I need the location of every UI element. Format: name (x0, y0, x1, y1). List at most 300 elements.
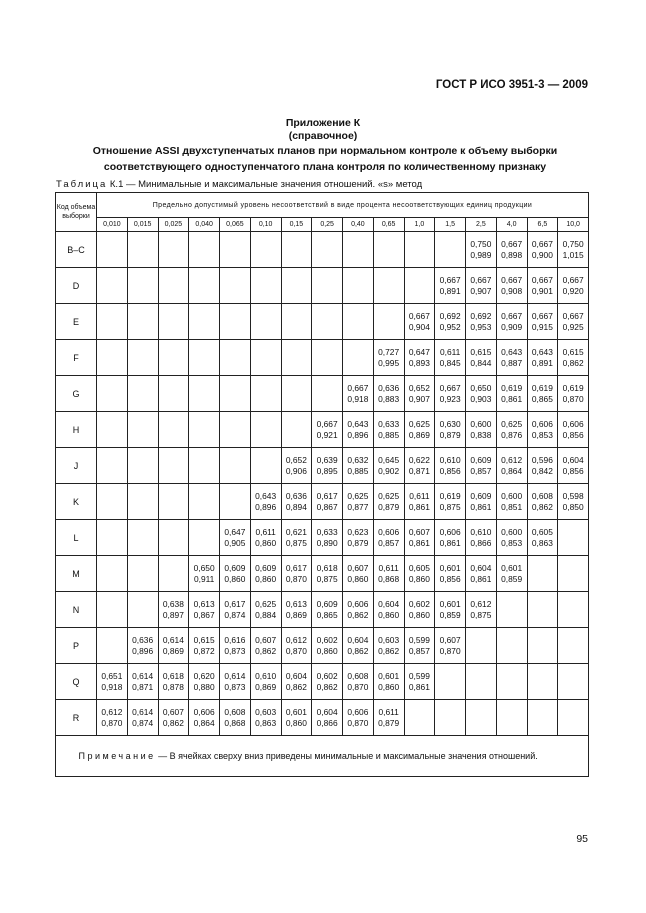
max-value: 0,894 (285, 501, 307, 512)
ratio-cell (97, 448, 128, 484)
min-value: 0,667 (408, 310, 430, 321)
max-value: 0,921 (316, 429, 338, 440)
max-value: 0,862 (285, 681, 307, 692)
ratio-cell (404, 448, 435, 484)
ratio-cell (496, 304, 527, 340)
sample-size-code: Q (56, 664, 97, 700)
max-value: 0,902 (378, 465, 400, 476)
max-value: 0,870 (285, 645, 307, 656)
min-value: 0,602 (316, 634, 338, 645)
max-value: 0,869 (285, 609, 307, 620)
ratio-cell (250, 412, 281, 448)
max-value: 0,868 (378, 573, 400, 584)
ratio-cell (189, 376, 220, 412)
ratio-cell (158, 268, 189, 304)
sample-size-code: M (56, 556, 97, 592)
ratio-cell (189, 484, 220, 520)
min-value: 0,606 (193, 706, 215, 717)
max-value: 0,904 (408, 321, 430, 332)
ratio-cell (527, 412, 558, 448)
ratio-cell (250, 232, 281, 268)
max-value: 0,907 (470, 285, 492, 296)
ratio-cell (466, 484, 497, 520)
ratio-cell (127, 376, 158, 412)
min-value: 0,608 (531, 490, 553, 501)
max-value: 1,015 (562, 249, 584, 260)
ratio-cell (527, 664, 558, 700)
ratio-cell (281, 520, 312, 556)
min-value: 0,625 (408, 418, 430, 429)
ratio-cell (404, 592, 435, 628)
min-value: 0,604 (347, 634, 369, 645)
ratio-cell (250, 592, 281, 628)
max-value: 0,870 (347, 717, 369, 728)
max-value: 0,862 (562, 357, 584, 368)
min-value: 0,601 (439, 598, 461, 609)
min-value: 0,614 (162, 634, 184, 645)
max-value: 0,860 (408, 609, 430, 620)
ratio-cell (435, 448, 466, 484)
max-value: 0,870 (562, 393, 584, 404)
ratio-cell (496, 700, 527, 736)
min-value: 0,611 (409, 490, 430, 501)
sample-size-code: H (56, 412, 97, 448)
min-value: 0,603 (255, 706, 277, 717)
min-value: 0,607 (439, 634, 461, 645)
ratio-cell (527, 448, 558, 484)
sample-size-code: J (56, 448, 97, 484)
ratio-cell (466, 556, 497, 592)
ratio-cell (343, 592, 374, 628)
max-value: 0,896 (347, 429, 369, 440)
min-value: 0,619 (501, 382, 523, 393)
ratio-cell (435, 664, 466, 700)
sample-size-code: P (56, 628, 97, 664)
ratio-cell (558, 628, 589, 664)
min-value: 0,601 (285, 706, 307, 717)
ratio-cell (404, 412, 435, 448)
min-value: 0,601 (501, 562, 523, 573)
min-value: 0,619 (439, 490, 461, 501)
max-value: 0,869 (255, 681, 277, 692)
ratio-cell (343, 448, 374, 484)
ratio-cell (281, 484, 312, 520)
ratio-cell (127, 520, 158, 556)
max-value: 0,871 (408, 465, 430, 476)
ratio-cell (558, 340, 589, 376)
sample-size-code: K (56, 484, 97, 520)
min-value: 0,612 (285, 634, 307, 645)
ratio-cell (127, 484, 158, 520)
max-value: 0,853 (501, 537, 523, 548)
max-value: 0,897 (162, 609, 184, 620)
ratio-cell (527, 268, 558, 304)
min-value: 0,610 (255, 670, 277, 681)
ratio-cell (558, 448, 589, 484)
min-value: 0,667 (316, 418, 338, 429)
aql-column-header: 0,010 (97, 218, 128, 232)
ratio-cell (527, 232, 558, 268)
ratio-cell (250, 448, 281, 484)
min-value: 0,643 (347, 418, 369, 429)
min-value: 0,667 (531, 274, 553, 285)
ratio-cell (373, 484, 404, 520)
ratio-cell (127, 556, 158, 592)
min-value: 0,667 (562, 274, 584, 285)
ratio-cell (158, 232, 189, 268)
min-value: 0,607 (408, 526, 430, 537)
ratio-cell (343, 700, 374, 736)
max-value: 0,870 (101, 717, 123, 728)
min-value: 0,599 (408, 634, 430, 645)
ratio-cell (158, 304, 189, 340)
ratio-cell (220, 664, 251, 700)
ratio-cell (466, 412, 497, 448)
sample-size-code: E (56, 304, 97, 340)
min-value: 0,667 (347, 382, 369, 393)
ratio-cell (435, 268, 466, 304)
min-value: 0,617 (224, 598, 246, 609)
ratio-cell (250, 304, 281, 340)
min-value: 0,639 (316, 454, 338, 465)
min-value: 0,604 (316, 706, 338, 717)
ratio-cell (158, 556, 189, 592)
min-value: 0,602 (316, 670, 338, 681)
min-value: 0,609 (255, 562, 277, 573)
caption-text: К.1 — Минимальные и максимальные значения отношений. «s» метод (107, 179, 423, 190)
max-value: 0,874 (224, 609, 246, 620)
ratio-cell (466, 376, 497, 412)
aql-column-header: 0,10 (250, 218, 281, 232)
min-value: 0,667 (439, 382, 461, 393)
ratio-cell (496, 592, 527, 628)
max-value: 0,860 (378, 609, 400, 620)
min-value: 0,625 (255, 598, 277, 609)
min-value: 0,667 (562, 310, 584, 321)
min-value: 0,667 (439, 274, 461, 285)
ratio-table (55, 192, 589, 777)
ratio-cell (466, 520, 497, 556)
min-value: 0,643 (501, 346, 523, 357)
ratio-cell (158, 592, 189, 628)
ratio-cell (558, 304, 589, 340)
ratio-cell (312, 268, 343, 304)
ratio-cell (189, 268, 220, 304)
sample-size-code: G (56, 376, 97, 412)
min-value: 0,610 (439, 454, 461, 465)
ratio-cell (343, 376, 374, 412)
ratio-cell (466, 304, 497, 340)
ratio-cell (373, 556, 404, 592)
max-value: 0,865 (316, 609, 338, 620)
ratio-cell (189, 304, 220, 340)
ratio-cell (312, 340, 343, 376)
ratio-cell (373, 664, 404, 700)
min-value: 0,692 (470, 310, 492, 321)
max-value: 0,900 (531, 249, 553, 260)
min-value: 0,647 (408, 346, 430, 357)
min-value: 0,636 (285, 490, 307, 501)
ratio-cell (404, 304, 435, 340)
ratio-cell (281, 304, 312, 340)
max-value: 0,856 (562, 465, 584, 476)
ratio-cell (158, 448, 189, 484)
min-value: 0,609 (316, 598, 338, 609)
ratio-cell (250, 376, 281, 412)
max-value: 0,911 (193, 573, 215, 584)
max-value: 0,856 (439, 573, 461, 584)
max-value: 0,861 (439, 537, 461, 548)
max-value: 0,857 (408, 645, 430, 656)
max-value: 0,918 (101, 681, 123, 692)
min-value: 0,606 (439, 526, 461, 537)
max-value: 0,895 (316, 465, 338, 476)
ratio-cell (466, 268, 497, 304)
max-value: 0,876 (501, 429, 523, 440)
min-value: 0,608 (347, 670, 369, 681)
ratio-cell (220, 448, 251, 484)
max-value: 0,862 (316, 681, 338, 692)
max-value: 0,879 (439, 429, 461, 440)
table-row (56, 700, 589, 736)
ratio-cell (435, 520, 466, 556)
ratio-cell (189, 592, 220, 628)
min-value: 0,622 (408, 454, 430, 465)
max-value: 0,860 (285, 717, 307, 728)
table-row (56, 628, 589, 664)
max-value: 0,869 (408, 429, 430, 440)
table-row (56, 232, 589, 268)
min-value: 0,601 (439, 562, 461, 573)
max-value: 0,903 (470, 393, 492, 404)
ratio-cell (250, 520, 281, 556)
max-value: 0,905 (224, 537, 246, 548)
min-value: 0,604 (562, 454, 584, 465)
min-value: 0,611 (378, 562, 399, 573)
ratio-cell (97, 628, 128, 664)
ratio-cell (250, 484, 281, 520)
ratio-cell (404, 520, 435, 556)
ratio-cell (312, 664, 343, 700)
ratio-cell (127, 592, 158, 628)
ratio-cell (404, 556, 435, 592)
ratio-cell (435, 592, 466, 628)
ratio-cell (97, 268, 128, 304)
standard-header: ГОСТ Р ИСО 3951-3 — 2009 (435, 79, 588, 91)
max-value: 0,861 (408, 537, 430, 548)
min-value: 0,615 (470, 346, 492, 357)
ratio-cell (343, 340, 374, 376)
max-value: 0,906 (285, 465, 307, 476)
title-line: Отношение ASSI двухступенчатых планов при нормальном контроле к объему выборки (92, 145, 558, 157)
max-value: 0,857 (470, 465, 492, 476)
ratio-cell (189, 628, 220, 664)
min-value: 0,625 (347, 490, 369, 501)
max-value: 0,920 (562, 285, 584, 296)
max-value: 0,859 (501, 573, 523, 584)
ratio-cell (404, 376, 435, 412)
max-value: 0,860 (408, 573, 430, 584)
ratio-cell (220, 484, 251, 520)
min-value: 0,615 (193, 634, 215, 645)
table-row (56, 340, 589, 376)
aql-column-header: 0,065 (220, 218, 251, 232)
aql-column-header: 0,25 (312, 218, 343, 232)
ratio-cell (127, 340, 158, 376)
ratio-cell (97, 520, 128, 556)
ratio-cell (496, 412, 527, 448)
table-row (56, 664, 589, 700)
ratio-cell (312, 412, 343, 448)
min-value: 0,667 (531, 310, 553, 321)
min-value: 0,692 (439, 310, 461, 321)
min-value: 0,600 (501, 490, 523, 501)
ratio-cell (281, 412, 312, 448)
ratio-cell (343, 484, 374, 520)
table-row (56, 304, 589, 340)
ratio-cell (466, 592, 497, 628)
min-value: 0,750 (562, 238, 584, 249)
ratio-cell (250, 664, 281, 700)
max-value: 0,883 (378, 393, 400, 404)
min-value: 0,606 (347, 598, 369, 609)
min-value: 0,750 (470, 238, 492, 249)
min-value: 0,608 (224, 706, 246, 717)
ratio-cell (220, 592, 251, 628)
max-value: 0,875 (285, 537, 307, 548)
note-prefix: Примечание (78, 750, 156, 761)
appendix-subtitle: (справочное) (288, 130, 358, 142)
ratio-cell (558, 556, 589, 592)
min-value: 0,609 (470, 454, 492, 465)
ratio-cell (466, 232, 497, 268)
sample-size-code: R (56, 700, 97, 736)
min-value: 0,609 (224, 562, 246, 573)
max-value: 0,885 (347, 465, 369, 476)
appendix-heading (0, 117, 646, 143)
max-value: 0,873 (224, 681, 246, 692)
min-value: 0,604 (378, 598, 400, 609)
ratio-cell (343, 520, 374, 556)
ratio-cell (127, 232, 158, 268)
ratio-cell (343, 268, 374, 304)
aql-column-header: 0,15 (281, 218, 312, 232)
ratio-cell (127, 700, 158, 736)
min-value: 0,652 (285, 454, 307, 465)
ratio-cell (97, 304, 128, 340)
ratio-cell (527, 556, 558, 592)
ratio-cell (158, 628, 189, 664)
max-value: 0,893 (408, 357, 430, 368)
ratio-cell (496, 376, 527, 412)
ratio-cell (343, 556, 374, 592)
min-value: 0,650 (470, 382, 492, 393)
ratio-cell (404, 700, 435, 736)
min-value: 0,667 (531, 238, 553, 249)
min-value: 0,600 (501, 526, 523, 537)
max-value: 0,862 (378, 645, 400, 656)
ratio-cell (404, 232, 435, 268)
table-row (56, 376, 589, 412)
min-value: 0,618 (162, 670, 184, 681)
ratio-cell (250, 628, 281, 664)
ratio-cell (220, 700, 251, 736)
ratio-cell (189, 556, 220, 592)
min-value: 0,611 (378, 706, 399, 717)
min-value: 0,633 (316, 526, 338, 537)
max-value: 0,845 (439, 357, 461, 368)
ratio-cell (312, 376, 343, 412)
max-value: 0,850 (562, 501, 584, 512)
max-value: 0,871 (132, 681, 154, 692)
max-value: 0,863 (531, 537, 553, 548)
max-value: 0,862 (162, 717, 184, 728)
max-value: 0,866 (470, 537, 492, 548)
ratio-cell (97, 664, 128, 700)
max-value: 0,891 (439, 285, 461, 296)
max-value: 0,953 (470, 321, 492, 332)
ratio-cell (250, 700, 281, 736)
ratio-cell (281, 556, 312, 592)
ratio-cell (558, 592, 589, 628)
max-value: 0,915 (531, 321, 553, 332)
sample-size-code: F (56, 340, 97, 376)
max-value: 0,861 (470, 573, 492, 584)
ratio-cell (127, 664, 158, 700)
ratio-cell (127, 304, 158, 340)
ratio-cell (281, 628, 312, 664)
min-value: 0,617 (316, 490, 338, 501)
ratio-cell (404, 268, 435, 304)
ratio-cell (558, 664, 589, 700)
min-value: 0,620 (193, 670, 215, 681)
max-value: 0,853 (531, 429, 553, 440)
aql-column-header: 1,5 (435, 218, 466, 232)
min-value: 0,647 (224, 526, 246, 537)
ratio-cell (466, 628, 497, 664)
max-value: 0,880 (193, 681, 215, 692)
ratio-cell (558, 412, 589, 448)
ratio-cell (373, 520, 404, 556)
ratio-cell (558, 268, 589, 304)
table-row (56, 412, 589, 448)
min-value: 0,611 (255, 526, 276, 537)
ratio-cell (558, 376, 589, 412)
ratio-cell (558, 700, 589, 736)
max-value: 0,863 (255, 717, 277, 728)
ratio-cell (189, 700, 220, 736)
min-value: 0,612 (101, 706, 123, 717)
max-value: 0,851 (501, 501, 523, 512)
ratio-cell (527, 520, 558, 556)
ratio-cell (435, 628, 466, 664)
ratio-cell (435, 412, 466, 448)
table-row (56, 592, 589, 628)
ratio-cell (404, 340, 435, 376)
min-value: 0,609 (470, 490, 492, 501)
ratio-cell (127, 448, 158, 484)
min-value: 0,606 (378, 526, 400, 537)
min-value: 0,667 (501, 274, 523, 285)
ratio-cell (373, 628, 404, 664)
min-value: 0,610 (470, 526, 492, 537)
max-value: 0,857 (378, 537, 400, 548)
ratio-cell (527, 484, 558, 520)
ratio-cell (343, 664, 374, 700)
min-value: 0,607 (347, 562, 369, 573)
ratio-cell (558, 484, 589, 520)
min-value: 0,605 (408, 562, 430, 573)
